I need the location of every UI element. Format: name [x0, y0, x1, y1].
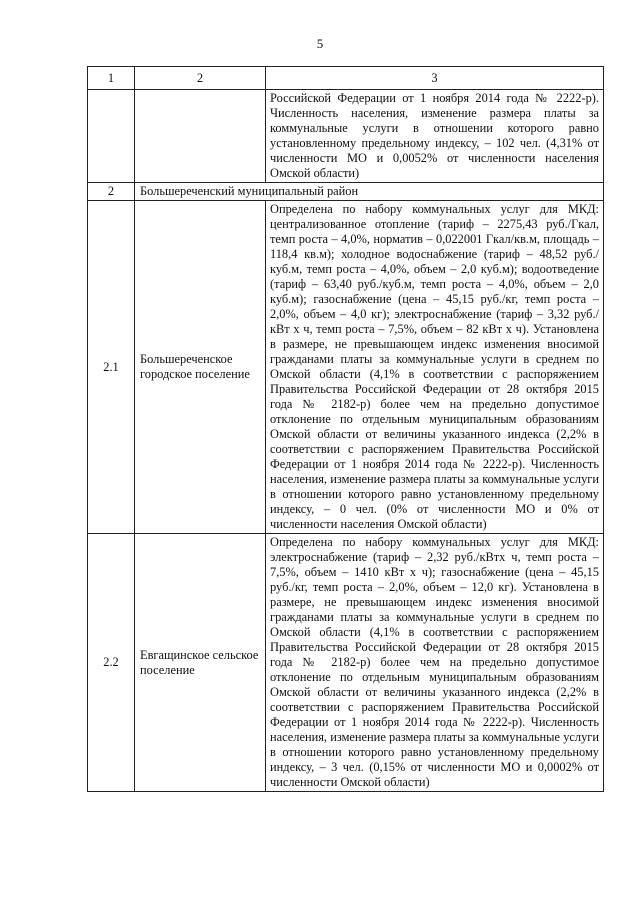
- settlement-name: [135, 90, 266, 183]
- page-number: 5: [316, 36, 324, 51]
- row-number: 2: [88, 183, 135, 201]
- column-header-3: 3: [266, 67, 604, 90]
- column-header-1: 1: [88, 67, 135, 90]
- tariff-table: [87, 66, 604, 792]
- district-row: [88, 183, 604, 201]
- row-description: Российской Федерации от 1 ноября 2014 года № 2222-р). Численность населения, изменение размера платы за коммунальные услуги в отношении которого равно установленному предельному индексу, – 102 чел. (4,31% от численности МО и 0,0052% от численности населения Омской области): [266, 90, 604, 183]
- district-name: Большереченский муниципальный район: [135, 183, 604, 201]
- table-row: [88, 534, 604, 792]
- table-header-row: [88, 67, 604, 90]
- row-number: [88, 90, 135, 183]
- settlement-name: Большереченское городское поселение: [135, 201, 266, 534]
- row-number: 2.1: [88, 201, 135, 534]
- row-description: Определена по набору коммунальных услуг для МКД: электроснабжение (тариф – 2,32 руб./кВтх ч, темп роста – 7,5%, объем – 1410 кВт х ч); газоснабжение (цена – 45,15 руб./кг, темп роста – 2,0%, объем – 12,0 кг). Установлена в размере, не превышающем индекс изменения вносимой гражданами платы за коммунальные услуги в среднем по Омской области (4,1% в соответствии с распоряжением Правительства Российской Федерации от 28 октября 2015 года № 2182-р) более чем на предельно допустимое отклонение по отдельным муниципальным образованиям Омской области от величины указанного индекса (2,2% в соответствии с распоряжением Правительства Российской Федерации от 1 ноября 2014 года № 2222-р). Численность населения, изменение размера платы за коммунальные услуги в отношении которого равно установленному предельному индексу, – 3 чел. (0,15% от численности МО и 0,0002% от численности Омской области): [266, 534, 604, 792]
- settlement-name: Евгащинское сельское поселение: [135, 534, 266, 792]
- row-number: 2.2: [88, 534, 135, 792]
- column-header-2: 2: [135, 67, 266, 90]
- row-description: Определена по набору коммунальных услуг для МКД: централизованное отопление (тариф – 2275,43 руб./Гкал, темп роста – 4,0%, норматив – 0,022001 Гкал/кв.м, площадь – 118,4 кв.м); холодное водоснабжение (тариф – 48,52 руб./куб.м, темп роста – 4,0%, объем – 2,0 куб.м); водоотведение (тариф – 63,40 руб./куб.м, темп роста – 4,0%, объем – 2,0 куб.м); газоснабжение (цена – 45,15 руб./кг, темп роста – 2,0%, объем – 4,0 кг); электроснабжение (тариф – 3,32 руб./кВт х ч, темп роста – 7,5%, объем – 82 кВт х ч). Установлена в размере, не превышающем индекс изменения вносимой гражданами платы за коммунальные услуги в среднем по Омской области (4,1% в соответствии с распоряжением Правительства Российской Федерации от 28 октября 2015 года № 2182-р) более чем на предельно допустимое отклонение по отдельным муниципальным образованиям Омской области от величины указанного индекса (2,2% в соответствии с распоряжением Правительства Российской Федерации от 1 ноября 2014 года № 2222-р). Численность населения, изменение размера платы за коммунальные услуги в отношении которого равно установленному предельному индексу, – 0 чел. (0% от численности МО и 0% от численности населения Омской области): [266, 201, 604, 534]
- table-row: [88, 90, 604, 183]
- table-row: [88, 201, 604, 534]
